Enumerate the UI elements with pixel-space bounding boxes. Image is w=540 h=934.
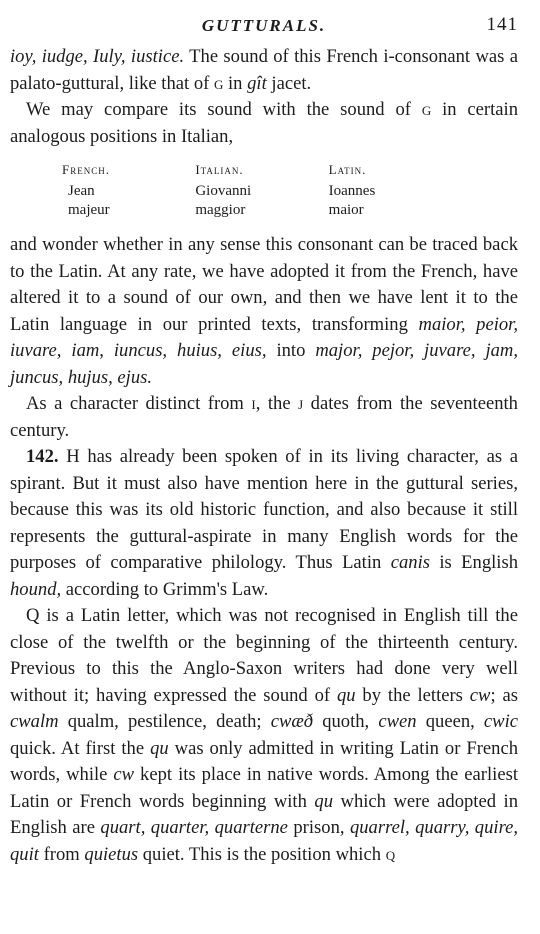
italic-word: cwic xyxy=(483,711,518,732)
text-run: dates from the seventeenth century. xyxy=(10,393,518,441)
italic-word: qu xyxy=(314,790,333,812)
text-run: is English xyxy=(429,552,518,573)
table-cell: maggior xyxy=(195,202,246,218)
page-number: 141 xyxy=(486,14,518,35)
italic-word: canis xyxy=(390,552,430,573)
text-run: We may compare its sound with the sound of xyxy=(26,99,422,120)
italic-word: qu xyxy=(336,684,356,706)
section-number: 142. xyxy=(26,446,59,467)
text-run: which were adopted in English are xyxy=(10,790,518,838)
page-header xyxy=(10,14,518,44)
column-heading: Italian. xyxy=(195,162,244,177)
text-run: qualm, pestilence, death; xyxy=(58,711,271,732)
letter-g: g xyxy=(421,99,432,120)
text-run: queen, xyxy=(416,711,484,732)
text-run: jacet. xyxy=(266,72,312,94)
text-run: The sound of this French i-consonant was a palato-guttural, like that of xyxy=(10,46,518,94)
italic-word: cw xyxy=(113,764,135,785)
text-run: kept its place in native words. Among the earliest Latin or French words beginning with xyxy=(10,764,518,812)
table-cell: maior xyxy=(328,202,364,218)
italic-word: cwalm xyxy=(10,711,59,732)
text-run: by the letters xyxy=(355,684,470,706)
italic-examples: quarrel, quarry, quire, quit xyxy=(10,817,519,865)
paragraph xyxy=(10,44,518,97)
table-column-latin xyxy=(329,160,462,220)
text-run: As a character distinct from xyxy=(26,393,252,414)
text-run: in certain analogous positions in Italian, xyxy=(10,99,518,147)
text-run: Q is a Latin letter, which was not recognised in English till the close of the twelfth or the beginning of the thirteenth century. Previous to this the Anglo-Saxon writers had done very well without it; having expressed the sound of xyxy=(10,605,518,706)
text-run: into xyxy=(266,340,316,361)
italic-examples: maior, peior, iuvare, iam, iuncus, huius, eius, xyxy=(10,313,518,361)
text-run: was only admitted in writing Latin or French words, while xyxy=(10,737,518,785)
italic-word: gît xyxy=(247,72,267,94)
italic-word: qu xyxy=(150,737,169,759)
letter-i: i xyxy=(251,393,256,414)
italic-word: cwæð xyxy=(270,711,314,732)
column-heading: French. xyxy=(62,162,110,177)
table-column-italian xyxy=(195,160,328,220)
comparison-table xyxy=(62,160,462,220)
letter-j: j xyxy=(298,393,304,414)
text-run: , the xyxy=(255,393,299,414)
paragraph xyxy=(10,391,518,444)
text-run: quoth, xyxy=(313,711,379,732)
italic-examples: quart, quarter, quarterne xyxy=(100,817,288,838)
italic-word: cwen xyxy=(378,711,417,732)
text-run: H has already been spoken of in its living character, as a spirant. But it must also have mention here in the guttural series, because this was its old historic function, and also because it still represents the guttural-aspirate in many English words for the purposes of comparative philology. Thus Latin xyxy=(10,446,518,573)
table-cell: Giovanni xyxy=(195,183,252,199)
italic-word: hound, xyxy=(10,578,62,600)
table-cell: majeur xyxy=(68,202,110,218)
body-text xyxy=(10,44,518,868)
italic-examples: ioy, iudge, Iuly, iustice. xyxy=(10,46,185,67)
text-run: from xyxy=(38,843,85,865)
paragraph-142 xyxy=(10,444,518,603)
table-cell: Jean xyxy=(68,183,95,199)
italic-word: quietus xyxy=(84,843,139,865)
running-title: GUTTURALS. xyxy=(201,16,327,35)
text-run: prison, xyxy=(287,817,350,838)
paragraph xyxy=(10,232,518,391)
paragraph xyxy=(10,97,518,150)
text-run: according to Grimm's Law. xyxy=(61,578,269,600)
italic-word: cw xyxy=(469,684,491,706)
text-run: ; as xyxy=(490,684,518,706)
table-cell: Ioannes xyxy=(328,183,376,199)
column-heading: Latin. xyxy=(328,162,367,177)
table-column-french xyxy=(62,160,195,220)
text-run: quick. At first the xyxy=(10,737,151,759)
letter-q: q xyxy=(385,843,396,865)
paragraph xyxy=(10,603,518,868)
letter-g: g xyxy=(213,72,224,94)
italic-examples: major, pejor, juvare, jam, juncus, hujus, ejus. xyxy=(10,340,518,388)
text-run: quiet. This is the position which xyxy=(138,843,386,865)
text-run: in xyxy=(223,72,248,94)
text-run: and wonder whether in any sense this consonant can be traced back to the Latin. At any rate, we have adopted it from the French, have altered it to a sound of our own, and then we have lent it to the Latin language in our printed texts, transforming xyxy=(10,234,518,335)
